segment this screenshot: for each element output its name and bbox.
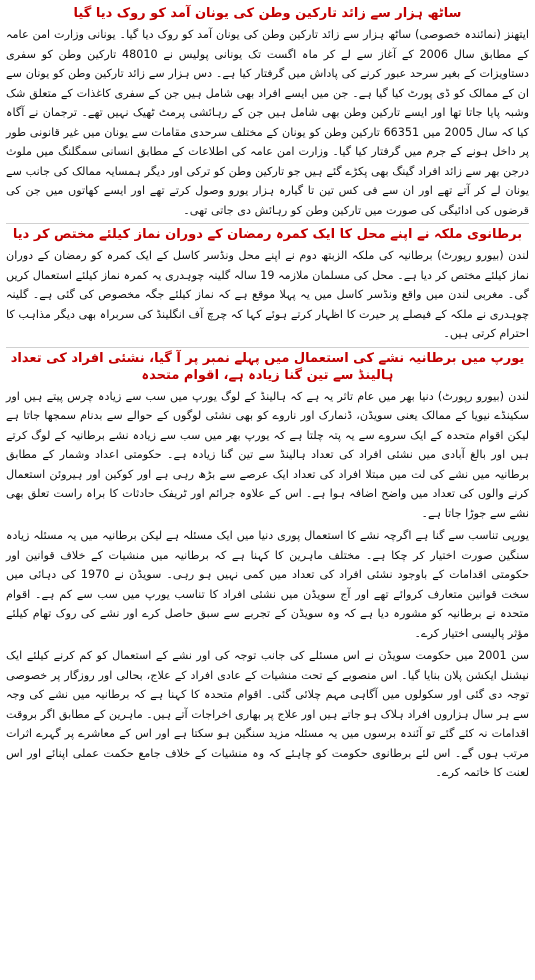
article-headline: یورپ میں برطانیہ نشے کی استعمال میں پہلے نمبر پر آ گیا، نشئی افراد کی تعداد ہالینڈ سے تین گنا زیادہ ہے، اقوام متحدہ: [10, 350, 525, 383]
article-paragraph: ایتھنز (نمائندہ خصوصی) ساٹھ ہزار سے زائد تارکین وطن کی یونان آمد کو روک دیا گیا۔ یونانی وزارت امن عامہ کے مطابق سال 2006 کے آغاز سے لے کر ماہ اگست تک یونانی پولیس نے 48010 تارکین وطن کو سفری دستاویزات کے بغیر سرحد عبور کرنے کی پاداش میں گرفتار کیا ہے۔ دس ہزار سے زائد تارکین وطن کو یونان سے ان کے ممالک کو ڈی پورٹ کیا گیا ہے۔ جن میں ایسے افراد بھی شامل ہیں جن کے سفری کاغذات کے متعلق شک وشبہ پایا جاتا تھا اور ایسے تارکین وطن بھی شامل ہیں جن کے رہائشی پرمٹ ٹھیک نہیں تھے۔ ترجمان نے آگاہ کیا کہ سال 2005 میں 66351 تارکین وطن کو یونان کے مختلف سرحدی مقامات سے یونان میں غیر قانونی طور پر داخل ہونے کے جرم میں گرفتار کیا گیا۔ وزارت امن عامہ کی اطلاعات کے مطابق انسانی سمگلنگ میں ملوث درجن بھر سے زائد افراد گینگ بھی پکڑے گئے ہیں جو تارکین وطن کو ترکی اور دیگر ہمسایہ ممالک کی جانب سے یونان لے کر آتے تھے اور ان سے فی کس تین تا گیارہ ہزار یورو وصول کرتے تھے اور ایسے کھاتوں میں جن کی قرضوں کی ادائیگی کی صورت میں تارکین وطن کو رہائش دی جاتی تھی۔: [6, 28, 529, 217]
article-greece-migrants: [6, 5, 529, 220]
article-paragraph: یورپی تناسب سے گنا ہے اگرچہ نشے کا استعمال پوری دنیا میں ایک مسئلہ ہے لیکن برطانیہ میں یہ مسئلہ زیادہ سنگین صورت اختیار کر چکا ہے۔ مختلف ماہرین کا کہنا ہے کہ برطانیہ میں منشیات کے خلاف قوانین اور حکومتی اقدامات کے باوجود نشئی افراد کی تعداد میں کمی نہیں ہو رہی۔ سویڈن نے 1970 کی دہائی میں سخت قوانین متعارف کروائے تھے اور آج سویڈن میں نشئی افراد کا تناسب یورپ میں سب سے کم ہے۔ اقوام متحدہ نے برطانیہ کو مشورہ دیا ہے کہ وہ سویڈن کے تجربے سے سبق حاصل کرے اور نشے کی روک تھام کیلئے مؤثر پالیسی اختیار کرے۔: [6, 529, 529, 640]
section-divider: [6, 223, 529, 224]
article-headline: برطانوی ملکہ نے اپنے محل کا ایک کمرہ رمضان کے دوران نماز کیلئے مختص کر دیا: [12, 227, 523, 242]
article-uk-drug-use: [6, 350, 529, 783]
article-paragraph: لندن (بیورو رپورٹ) برطانیہ کی ملکہ الزبتھ دوم نے اپنے محل ونڈسر کاسل کے ایک کمرہ کو رمضان کے دوران نماز کیلئے مختص کر دیا ہے۔ محل کی مسلمان ملازمہ 19 سالہ گلینہ چوہدری یہ کمرہ نماز کیلئے استعمال کریں گی۔ مغربی لندن میں واقع ونڈسر کاسل میں یہ پہلا موقع ہے کہ نماز کیلئے جگہ مخصوص کی گئی ہے۔ گلینہ چوہدری نے ملکہ کے فیصلے پر حیرت کا اظہار کرتے ہوئے کہا کہ چرچ آف انگلینڈ کی سربراہ بھی دیگر مذاہب کا احترام کرتی ہیں۔: [6, 249, 530, 340]
article-paragraph: سن 2001 میں حکومت سویڈن نے اس مسئلے کی جانب توجہ کی اور نشے کے استعمال کو کم کرنے کیلئے ایک نیشنل ایکشن پلان بنایا گیا۔ اس منصوبے کے تحت منشیات کے عادی افراد کے علاج، بحالی اور روزگار پر خصوصی توجہ دی گئی اور سکولوں میں آگاہی مہم چلائی گئی۔ اقوام متحدہ کا کہنا ہے کہ برطانیہ میں نشے کی وجہ سے ہر سال ہزاروں افراد ہلاک ہو جاتے ہیں اور علاج پر بھاری اخراجات آتے ہیں۔ ماہرین کے مطابق اگر بروقت اقدامات نہ کئے گئے تو آئندہ برسوں میں یہ مسئلہ مزید سنگین ہو سکتا ہے اور اس کے معاشرے پر گہرے اثرات مرتب ہوں گے۔ اس لئے برطانوی حکومت کو چاہئے کہ وہ منشیات کے خلاف جامع حکمت عملی اپنائے اور اس لعنت کا خاتمہ کرے۔: [6, 649, 529, 779]
article-headline: ساٹھ ہزار سے زائد تارکین وطن کی یونان آمد کو روک دیا گیا: [73, 6, 462, 21]
article-queen-prayer-room: [6, 226, 529, 344]
article-paragraph: لندن (بیورو رپورٹ) دنیا بھر میں عام تاثر یہ ہے کہ ہالینڈ کے لوگ یورپ میں سب سے زیادہ چرس پیتے ہیں اور سکینڈے نیویا کے ممالک یعنی سویڈن، ڈنمارک اور ناروے کو بھی نشئی لوگوں کے حوالے سے بدنام سمجھا جاتا ہے لیکن اقوام متحدہ کے ایک سروے سے یہ پتہ چلتا ہے کہ یورپ بھر میں سب سے زیادہ نشے برطانیہ کے لوگ کرتے ہیں اور بالغ آبادی میں نشئی افراد کی تعداد ہالینڈ سے تین گنا زیادہ ہے۔ حکومتی اعداد وشمار کے مطابق برطانیہ میں نشے کی لت میں مبتلا افراد کی تعداد ایک عرصے سے بڑھ رہی ہے اور کوکین اور ہیروئن استعمال کرنے والوں کی تعداد میں واضح اضافہ ہوا ہے۔ اس کے علاوہ جرائم اور ٹریفک حادثات کا براہ راست تعلق بھی نشے سے جوڑا جاتا ہے۔: [6, 389, 529, 520]
section-divider: [6, 347, 529, 348]
